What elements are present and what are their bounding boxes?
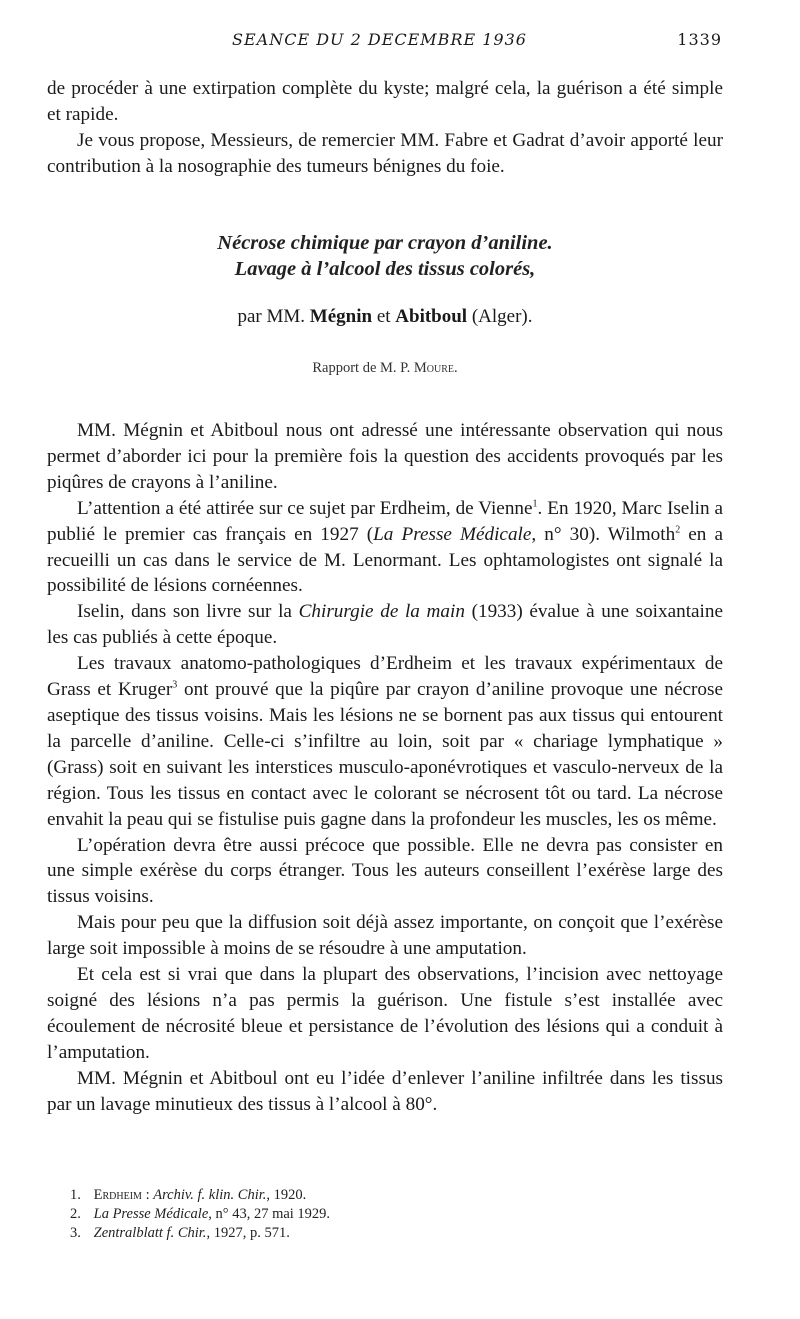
rapport-prefix: Rapport de M. P. <box>312 360 411 376</box>
paragraph-5: L’opération devra être aussi précoce que possible. Elle ne devra pas consister en une simple exérèse du corps étranger. Tous les auteurs conseillent l’exérèse large des tissus voisins. <box>47 834 723 908</box>
paragraph-7: Et cela est si vrai que dans la plupart des observations, l’incision avec nettoyage soigné des lésions n’a pas permis la guérison. Une fistule s’est installée avec écoulement de nécrosité bleue et persistance de l’évolution des lésions qui a conduit à l’amputation. <box>47 964 723 1063</box>
byline-prefix: par MM. <box>237 306 306 327</box>
rapport-line <box>47 360 723 377</box>
footnote-ref-3: 3 <box>172 679 178 691</box>
footnote-author: Erdheim <box>93 1187 142 1203</box>
footnote-2 <box>70 1205 710 1224</box>
paragraph-1: MM. Mégnin et Abitboul nous ont adressé une intéressante observation qui nous permet d’aborder ici pour la première fois la question des accidents provoqués par les piqûres de crayons à l’aniline. <box>47 420 723 493</box>
footnote-source: Archiv. f. klin. Chir. <box>153 1187 267 1203</box>
footnote-1 <box>70 1186 710 1205</box>
footnote-rest: , n° 43, 27 mai 1929. <box>208 1206 331 1222</box>
article-title-line-2: Lavage à l’alcool des tissus colorés, <box>234 258 536 280</box>
paragraph-3-part-a: Iselin, dans son livre sur la <box>77 601 299 623</box>
page-number: 1339 <box>677 30 722 49</box>
paragraph-4-part-a: Les travaux anatomo-pathologiques d’Erdheim et les travaux expérimentaux de Grass et Kruger <box>47 653 723 701</box>
footnote-separator: : <box>141 1187 154 1203</box>
paragraph-6: Mais pour peu que la diffusion soit déjà assez importante, on conçoit que l’exérèse large soit impossible à moins de se résoudre à une amputation. <box>47 912 723 960</box>
article-title <box>47 230 723 282</box>
footnote-3 <box>70 1224 710 1243</box>
intro-paragraph-2: Je vous propose, Messieurs, de remercier MM. Fabre et Gadrat d’avoir apporté leur contribution à la nosographie des tumeurs bénignes du foie. <box>47 129 723 177</box>
footnote-number: 1. <box>70 1187 81 1203</box>
footnotes <box>70 1186 710 1243</box>
paragraph-3-part-b: (1933) évalue à une soixantaine les cas publiés à cette époque. <box>47 601 723 649</box>
book-title-chirurgie-main: Chirurgie de la main <box>298 601 465 623</box>
running-head <box>0 30 800 54</box>
footnote-source: Zentralblatt f. Chir. <box>93 1225 207 1241</box>
paragraph-2 <box>47 496 723 600</box>
paragraph-4-part-b: ont prouvé que la piqûre par crayon d’aniline provoque une nécrose aseptique des tissus voisins. Mais les lésions ne se bornent pas aux tissus qui entourent la parcelle d’aniline. Celle-ci s’infiltre au loin, soit par « chariage lymphatique » (Grass) soit en suivant les interstices musculo-aponévrotiques et vasculo-nerveux de la région. Tous les tissus en contact avec le colorant se nécrosent tôt ou tard. La nécrose envahit la peau qui se fistulise puis gagne dans la profondeur les muscles, les os même. <box>47 679 723 830</box>
footnote-number: 2. <box>70 1206 81 1222</box>
intro-text <box>47 76 723 180</box>
running-head-title: SEANCE DU 2 DECEMBRE 1936 <box>232 30 527 49</box>
paragraph-2-part-a: L’attention a été attirée sur ce sujet par Erdheim, de Vienne <box>77 497 533 519</box>
paragraph-3 <box>47 599 723 651</box>
author-abitboul: Abitboul <box>395 306 468 327</box>
rapport-author: Moure. <box>413 360 458 376</box>
article-title-line-1: Nécrose chimique par crayon d’aniline. <box>217 232 553 254</box>
footnote-ref-1: 1 <box>532 498 538 510</box>
paragraph-2-part-b: . En 1920, Marc Iselin a publié le premier cas français en 1927 ( <box>47 497 723 545</box>
journal-title-presse-medicale: La Presse Médicale <box>373 523 532 545</box>
footnote-ref-2: 2 <box>675 524 681 536</box>
footnote-source: La Presse Médicale <box>93 1206 209 1222</box>
paragraph-2-part-d: en a recueilli un cas dans le service de M. Lenormant. Les ophtamologistes ont signalé la possibilité de lésions cornéennes. <box>47 523 723 597</box>
paragraph-4 <box>47 651 723 832</box>
byline-location: (Alger). <box>471 306 533 327</box>
footnote-rest: , 1920. <box>266 1187 307 1203</box>
footnote-rest: , 1927, p. 571. <box>206 1225 290 1241</box>
report-body <box>47 418 723 1117</box>
intro-paragraph-1: de procéder à une extirpation complète du kyste; malgré cela, la guérison a été simple et rapide. <box>47 78 723 125</box>
paragraph-2-part-c: , n° 30). Wilmoth <box>531 523 676 545</box>
byline-and: et <box>376 306 391 327</box>
byline <box>47 306 723 328</box>
footnote-number: 3. <box>70 1225 81 1241</box>
author-megnin: Mégnin <box>309 306 373 327</box>
paragraph-8: MM. Mégnin et Abitboul ont eu l’idée d’enlever l’aniline infiltrée dans les tissus par un lavage minutieux des tissus à l’alcool à 80°. <box>47 1067 723 1115</box>
